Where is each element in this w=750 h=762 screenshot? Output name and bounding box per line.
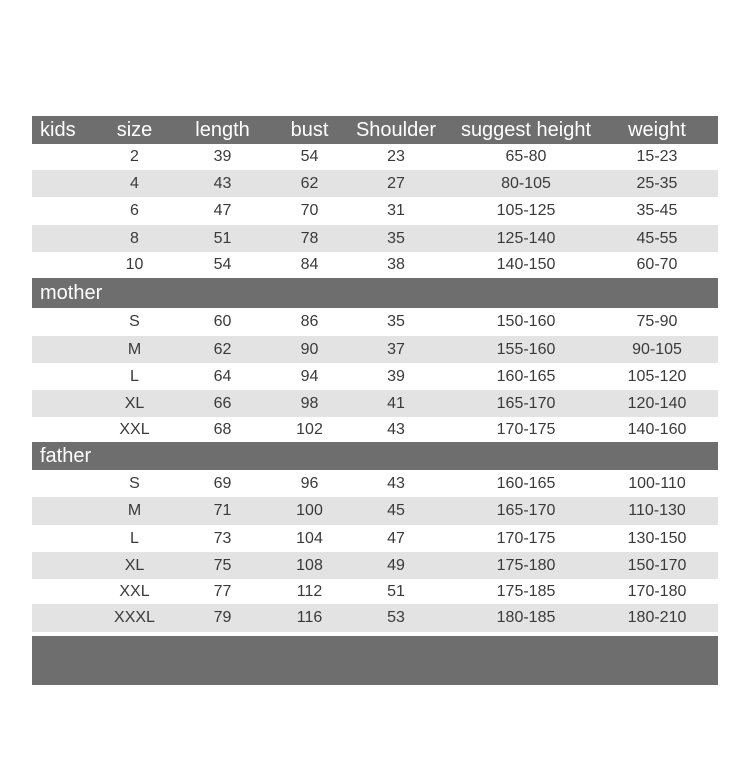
- footer-bar: [32, 636, 718, 685]
- cell-bust: 96: [300, 474, 319, 492]
- table-row: [32, 497, 718, 525]
- table-row: [32, 144, 718, 170]
- cell-length: 62: [213, 340, 232, 358]
- cell-length: 75: [213, 556, 232, 574]
- cell-bust: 94: [300, 367, 319, 385]
- table-row: [32, 170, 718, 197]
- cell-size: M: [127, 502, 142, 519]
- cell-weight: 140-160: [627, 420, 687, 438]
- group-header-kids: [32, 116, 718, 144]
- cell-length: 43: [213, 174, 232, 192]
- cell-shoulder: 23: [387, 148, 405, 165]
- table-row: [32, 604, 718, 632]
- cell-suggest-height: 175-185: [496, 582, 556, 600]
- table-row: [32, 363, 718, 390]
- cell-length: 64: [213, 367, 232, 385]
- cell-suggest-height: 105-125: [496, 202, 556, 219]
- cell-bust: 98: [300, 394, 319, 412]
- cell-weight: 25-35: [636, 174, 678, 192]
- cell-shoulder: 31: [387, 202, 405, 219]
- cell-weight: 150-170: [627, 556, 687, 574]
- cell-weight: 130-150: [627, 529, 687, 547]
- cell-weight: 110-130: [628, 502, 686, 519]
- cell-bust: 108: [296, 556, 323, 574]
- cell-shoulder: 37: [387, 340, 405, 358]
- cell-bust: 102: [296, 420, 323, 438]
- cell-shoulder: 39: [387, 367, 405, 385]
- cell-shoulder: 49: [387, 556, 405, 574]
- cell-bust: 100: [296, 502, 323, 519]
- cell-suggest-height: 140-150: [496, 256, 556, 273]
- table-row: [32, 252, 718, 278]
- cell-bust: 112: [296, 582, 323, 600]
- cell-bust: 86: [300, 313, 319, 330]
- group-label: mother: [40, 281, 103, 304]
- cell-bust: 54: [300, 148, 319, 165]
- cell-bust: 90: [300, 340, 319, 358]
- cell-suggest-height: 65-80: [505, 148, 547, 165]
- table-row: [32, 225, 718, 252]
- cell-weight: 100-110: [628, 474, 686, 492]
- cell-length: 77: [213, 582, 232, 600]
- cell-weight: 60-70: [636, 256, 678, 273]
- cell-size: XXL: [119, 420, 150, 438]
- cell-length: 68: [213, 420, 232, 438]
- cell-size: L: [130, 367, 139, 385]
- cell-length: 51: [213, 229, 232, 247]
- cell-suggest-height: 180-185: [496, 609, 556, 626]
- cell-bust: 84: [300, 256, 319, 273]
- cell-size: M: [127, 340, 142, 358]
- cell-suggest-height: 175-180: [496, 556, 556, 574]
- cell-suggest-height: 150-160: [496, 313, 556, 330]
- table-row: [32, 390, 718, 417]
- cell-suggest-height: 170-175: [496, 420, 556, 438]
- cell-bust: 116: [296, 609, 323, 626]
- group-label: father: [40, 444, 92, 467]
- cell-shoulder: 47: [387, 529, 405, 547]
- cell-shoulder: 45: [387, 502, 405, 519]
- cell-size: S: [129, 474, 140, 492]
- cell-bust: 70: [300, 202, 319, 219]
- cell-weight: 90-105: [632, 340, 682, 358]
- cell-length: 66: [213, 394, 232, 412]
- table-row: [32, 579, 718, 604]
- group-header-mother: [32, 278, 718, 308]
- cell-size: 10: [125, 256, 144, 273]
- cell-size: XXL: [119, 582, 150, 600]
- cell-length: 47: [213, 202, 232, 219]
- cell-suggest-height: 170-175: [496, 529, 556, 547]
- cell-suggest-height: 165-170: [496, 394, 556, 412]
- cell-shoulder: 43: [387, 420, 405, 438]
- table-row: [32, 336, 718, 363]
- cell-length: 71: [213, 502, 232, 519]
- cell-shoulder: 27: [387, 174, 405, 192]
- cell-bust: 104: [296, 529, 323, 547]
- cell-size: 2: [130, 148, 139, 165]
- cell-weight: 15-23: [636, 148, 678, 165]
- group-header-father: [32, 442, 718, 470]
- table-row: [32, 525, 718, 552]
- size-chart-table: [32, 116, 718, 632]
- column-header-length: length: [195, 118, 250, 141]
- column-header-bust: bust: [290, 118, 329, 141]
- cell-weight: 170-180: [627, 582, 687, 600]
- column-header-weight: weight: [628, 118, 686, 141]
- cell-weight: 105-120: [627, 367, 687, 385]
- cell-suggest-height: 165-170: [496, 502, 556, 519]
- cell-bust: 62: [300, 174, 319, 192]
- cell-length: 60: [213, 313, 232, 330]
- table-row: [32, 552, 718, 579]
- table-row: [32, 308, 718, 336]
- cell-size: 8: [130, 229, 139, 247]
- cell-shoulder: 43: [387, 474, 405, 492]
- cell-weight: 180-210: [627, 609, 687, 626]
- cell-length: 79: [213, 609, 232, 626]
- column-header-size: size: [116, 118, 153, 141]
- cell-weight: 35-45: [636, 202, 678, 219]
- group-label: kids: [40, 118, 76, 141]
- cell-length: 39: [213, 148, 232, 165]
- cell-weight: 120-140: [627, 394, 687, 412]
- cell-length: 69: [213, 474, 232, 492]
- cell-suggest-height: 160-165: [496, 474, 556, 492]
- cell-size: XXXL: [114, 609, 155, 626]
- cell-weight: 45-55: [636, 229, 678, 247]
- cell-shoulder: 41: [387, 394, 405, 412]
- cell-suggest-height: 125-140: [496, 229, 556, 247]
- cell-size: XL: [124, 556, 145, 574]
- column-header-suggest-height: suggest height: [460, 118, 592, 141]
- cell-size: S: [129, 313, 140, 330]
- cell-shoulder: 51: [387, 582, 405, 600]
- cell-shoulder: 35: [387, 313, 405, 330]
- cell-length: 54: [213, 256, 232, 273]
- cell-size: L: [130, 529, 139, 547]
- cell-weight: 75-90: [636, 313, 678, 330]
- cell-size: 6: [130, 202, 139, 219]
- cell-size: 4: [130, 174, 139, 192]
- table-row: [32, 470, 718, 497]
- cell-length: 73: [213, 529, 232, 547]
- cell-shoulder: 35: [387, 229, 405, 247]
- cell-bust: 78: [300, 229, 319, 247]
- cell-suggest-height: 160-165: [496, 367, 556, 385]
- cell-suggest-height: 155-160: [496, 340, 556, 358]
- table-row: [32, 417, 718, 442]
- cell-shoulder: 38: [387, 256, 405, 273]
- cell-suggest-height: 80-105: [501, 174, 551, 192]
- cell-size: XL: [124, 394, 145, 412]
- column-header-shoulder: Shoulder: [355, 118, 437, 141]
- cell-shoulder: 53: [387, 609, 405, 626]
- table-row: [32, 197, 718, 225]
